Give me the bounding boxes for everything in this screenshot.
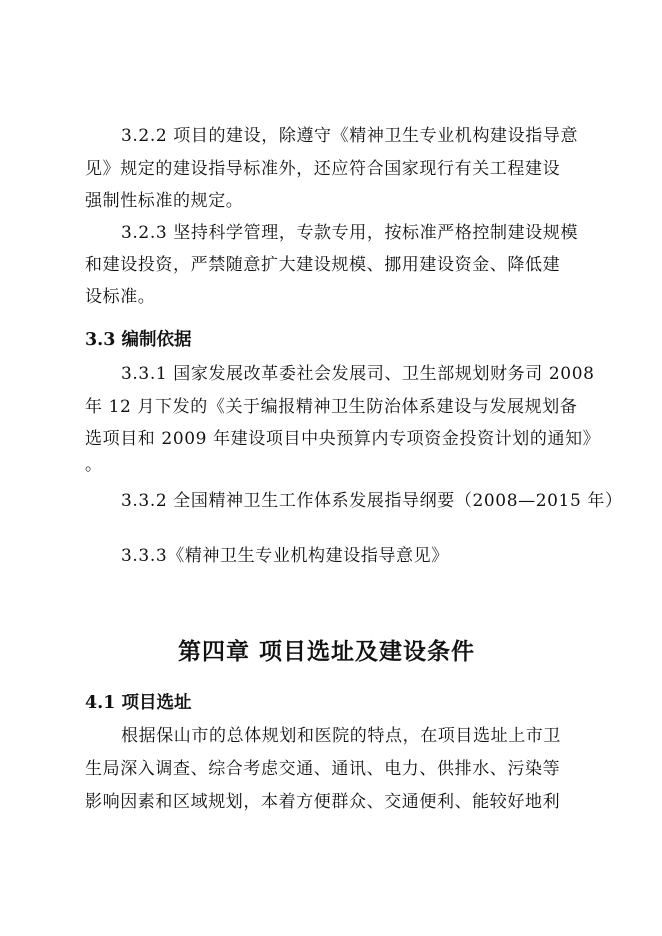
paragraph-3-3-1-line-3: 选项目和 2009 年建设项目中央预算内专项资金投资计划的通知》 bbox=[85, 429, 601, 449]
paragraph-4-1-line-2: 生局深入调查、综合考虑交通、通讯、电力、供排水、污染等 bbox=[85, 759, 561, 779]
paragraph-3-3-1-line-2: 年 12 月下发的《关于编报精神卫生防治体系建设与发展规划备 bbox=[85, 397, 578, 417]
paragraph-3-3-3: 3.3.3《精神卫生专业机构建设指导意见》 bbox=[121, 546, 449, 566]
paragraph-3-2-3-line-3: 设标准。 bbox=[85, 287, 156, 307]
paragraph-3-2-3-line-1: 3.2.3 坚持科学管理，专款专用，按标准严格控制建设规模 bbox=[121, 223, 579, 243]
paragraph-3-3-1-line-1: 3.3.1 国家发展改革委社会发展司、卫生部规划财务司 2008 bbox=[121, 364, 595, 384]
paragraph-3-3-2: 3.3.2 全国精神卫生工作体系发展指导纲要（2008—2015 年） bbox=[121, 491, 623, 511]
section-4-1-heading: 4.1 项目选址 bbox=[85, 693, 192, 713]
section-3-3-heading: 3.3 编制依据 bbox=[85, 330, 192, 350]
paragraph-3-2-3-line-2: 和建设投资，严禁随意扩大建设规模、挪用建设资金、降低建 bbox=[85, 255, 561, 275]
paragraph-3-2-2-line-3: 强制性标准的规定。 bbox=[85, 191, 244, 211]
paragraph-3-2-2-line-1: 3.2.2 项目的建设，除遵守《精神卫生专业机构建设指导意 bbox=[121, 126, 579, 146]
paragraph-4-1-line-3: 影响因素和区域规划，本着方便群众、交通便利、能较好地利 bbox=[85, 792, 561, 812]
paragraph-3-2-2-line-2: 见》规定的建设指导标准外，还应符合国家现行有关工程建设 bbox=[85, 159, 561, 179]
chapter-4-title: 第四章 项目选址及建设条件 bbox=[178, 638, 476, 665]
paragraph-3-3-1-line-4: 。 bbox=[85, 455, 103, 475]
paragraph-4-1-line-1: 根据保山市的总体规划和医院的特点，在项目选址上市卫 bbox=[121, 726, 561, 746]
